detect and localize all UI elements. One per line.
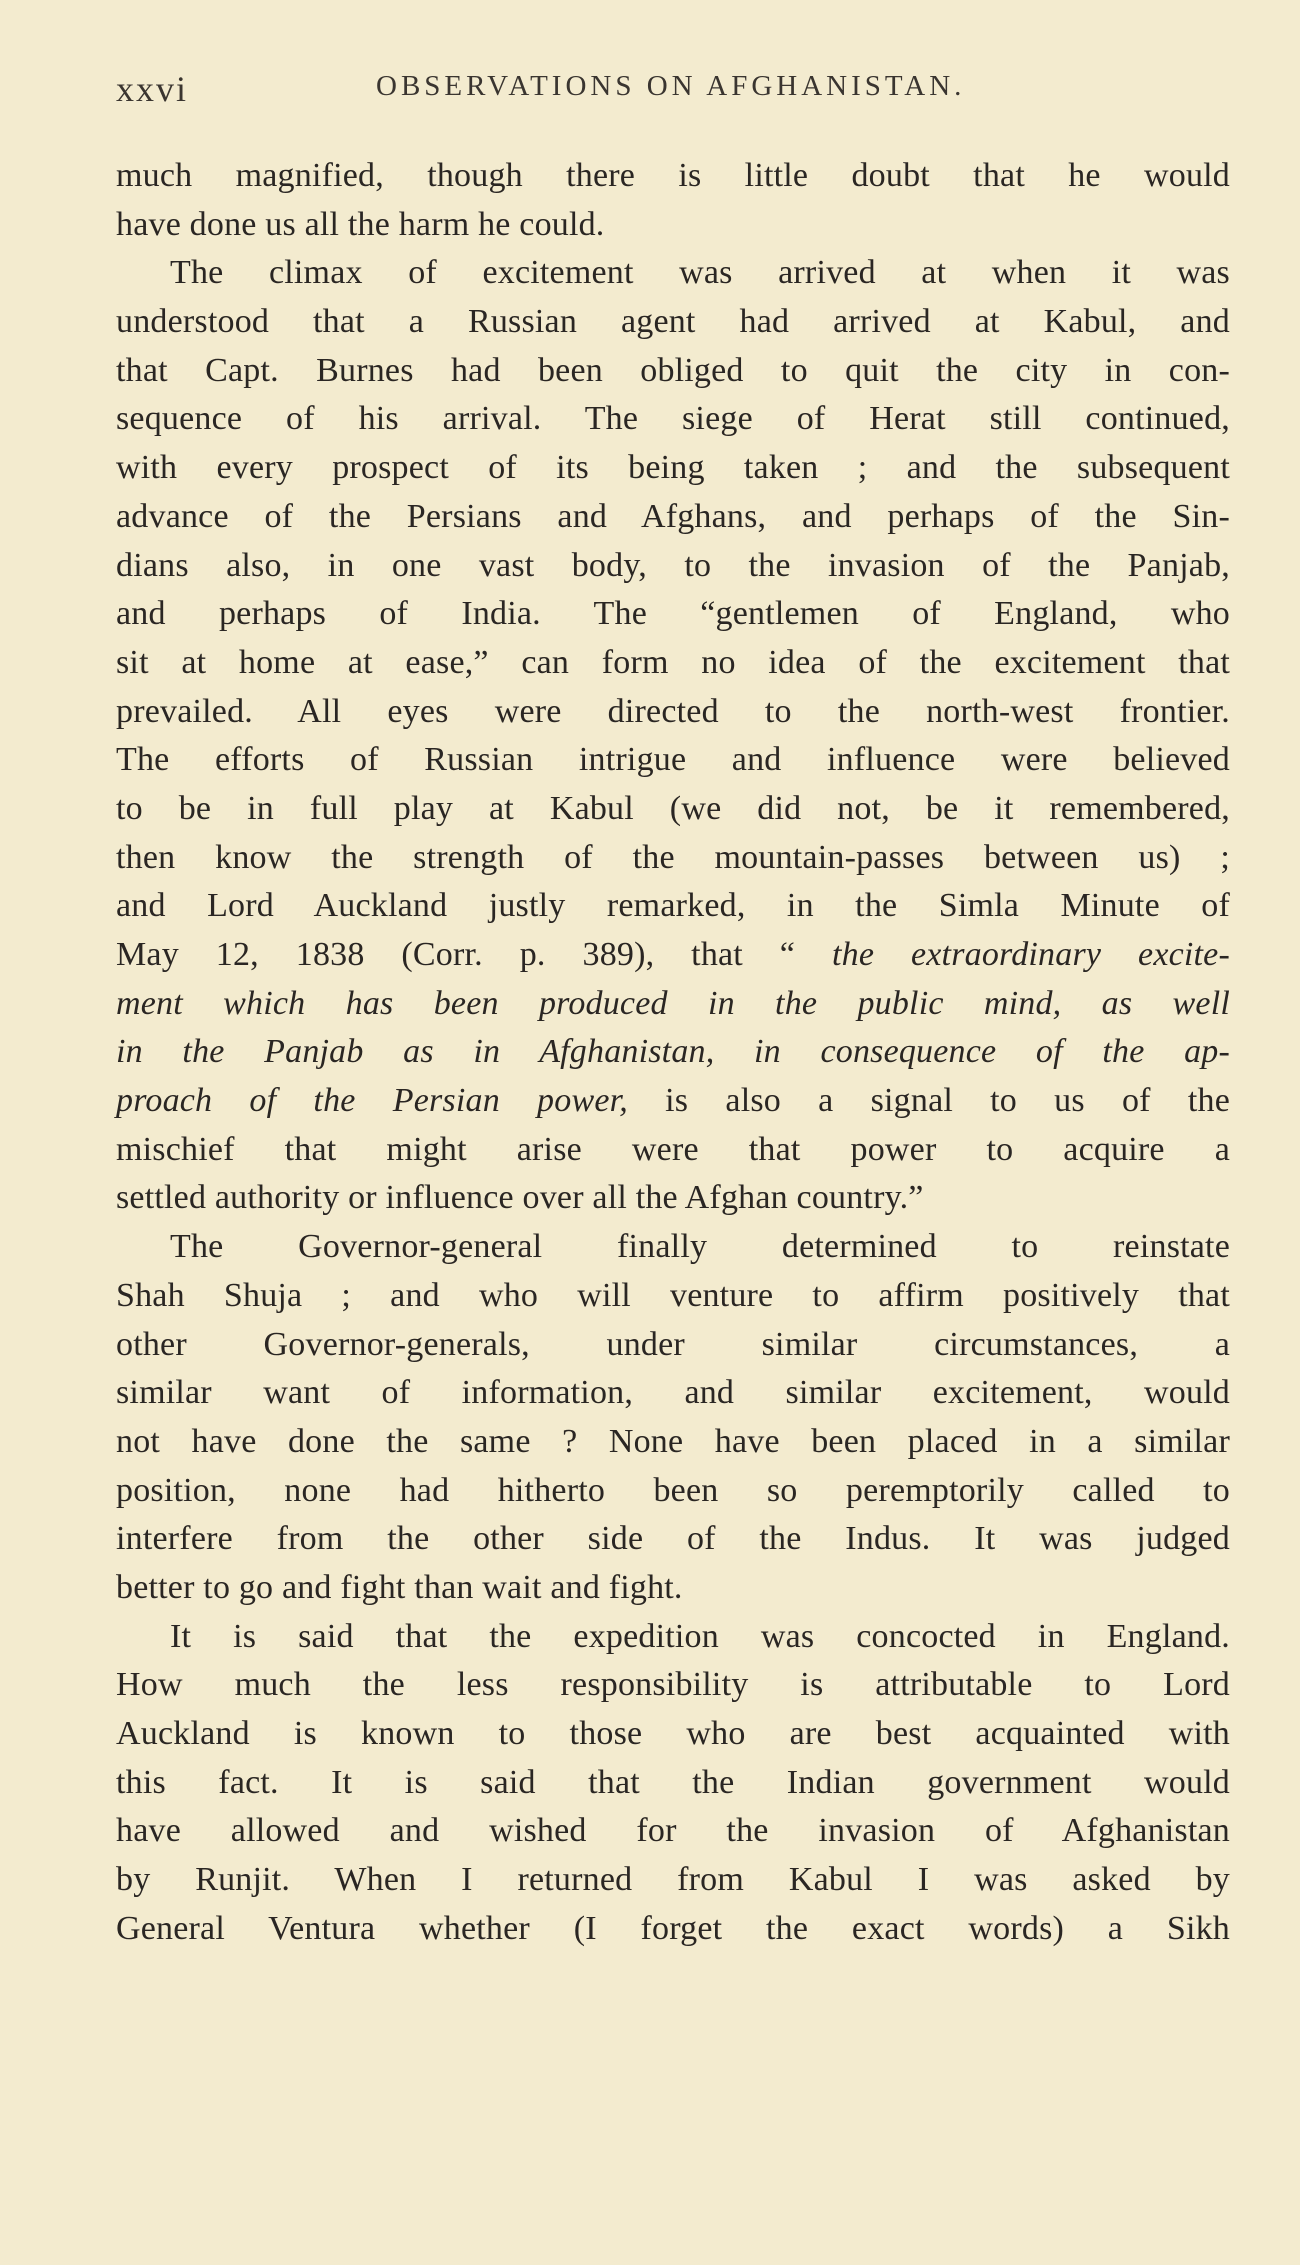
italic-text-segment: proach of the Persian power, <box>116 1082 628 1120</box>
text-line <box>116 1077 1230 1126</box>
italic-text-segment: the extraordinary excite- <box>831 936 1231 973</box>
text-line <box>116 1174 1230 1223</box>
text-segment: have allowed and wished for the invasion of Afghanistan <box>116 1812 1230 1850</box>
text-line <box>116 1126 1230 1175</box>
text-line <box>116 1759 1230 1808</box>
text-segment: It is said that the expedition was concocted in England. <box>170 1617 1230 1655</box>
text-segment: to be in full play at Kabul (we did not, be it remembered, <box>116 789 1230 827</box>
text-segment: interfere from the other side of the Indus. It was judged <box>116 1520 1230 1558</box>
text-line <box>116 1515 1230 1564</box>
text-line <box>116 1856 1230 1905</box>
text-line <box>116 688 1230 737</box>
text-segment: position, none had hitherto been so peremptorily called to <box>116 1471 1230 1509</box>
text-segment: not have done the same ? None have been placed in a similar <box>116 1422 1230 1460</box>
text-line <box>116 1807 1230 1856</box>
text-segment: Shah Shuja ; and who will venture to affirm positively that <box>116 1276 1230 1314</box>
text-segment: sit at home at ease,” can form no idea of the excitement that <box>116 643 1230 681</box>
page-number: xxvi <box>116 69 189 109</box>
text-segment: better to go and fight than wait and fight. <box>116 1568 683 1606</box>
text-line <box>116 1369 1230 1418</box>
text-line <box>116 1613 1230 1662</box>
text-segment: How much the less responsibility is attributable to Lord <box>116 1666 1230 1704</box>
text-segment: and perhaps of India. The “gentlemen of England, who <box>116 595 1230 633</box>
text-segment: The Governor-general finally determined to reinstate <box>170 1228 1230 1266</box>
text-line <box>116 1710 1230 1759</box>
text-segment: other Governor-generals, under similar circumstances, a <box>116 1325 1230 1363</box>
text-segment: much magnified, though there is little doubt that he would <box>116 157 1230 194</box>
text-line <box>116 395 1230 444</box>
text-segment: by Runjit. When I returned from Kabul I was asked by <box>116 1861 1230 1899</box>
text-line <box>116 980 1230 1029</box>
text-line <box>116 347 1230 396</box>
text-segment: advance of the Persians and Afghans, and perhaps of the Sin- <box>116 497 1230 535</box>
text-line <box>116 1418 1230 1467</box>
text-line <box>116 1564 1230 1613</box>
text-segment: prevailed. All eyes were directed to the north-west frontier. <box>116 692 1230 730</box>
text-segment: Auckland is known to those who are best acquainted with <box>116 1715 1230 1752</box>
text-segment: dians also, in one vast body, to the invasion of the Panjab, <box>116 546 1230 584</box>
text-segment: and Lord Auckland justly remarked, in the Simla Minute of <box>116 887 1230 925</box>
running-title: OBSERVATIONS ON AFGHANISTAN. <box>376 70 966 102</box>
text-segment: with every prospect of its being taken ; and the subsequent <box>116 449 1230 487</box>
text-segment: The climax of excitement was arrived at when it was <box>170 254 1230 292</box>
text-line <box>116 736 1230 785</box>
text-segment: this fact. It is said that the Indian government would <box>116 1763 1230 1801</box>
italic-text-segment: in the Panjab as in Afghanistan, in consequence of the ap- <box>116 1033 1230 1071</box>
text-segment: similar want of information, and similar excitement, would <box>116 1374 1230 1412</box>
text-line <box>116 444 1230 493</box>
text-segment: sequence of his arrival. The siege of Herat still continued, <box>116 400 1230 438</box>
text-line <box>116 1321 1230 1370</box>
running-head <box>116 68 1016 108</box>
text-line <box>116 639 1230 688</box>
text-segment: have done us all the harm he could. <box>116 205 605 243</box>
text-line <box>116 1467 1230 1516</box>
text-line <box>116 834 1230 883</box>
text-line <box>116 931 1230 980</box>
text-line <box>116 201 1230 250</box>
text-segment: mischief that might arise were that power to acquire a <box>116 1130 1230 1168</box>
text-line <box>116 785 1230 834</box>
text-line <box>116 493 1230 542</box>
text-line <box>116 1272 1230 1321</box>
text-segment: May 12, 1838 (Corr. p. 389), that “ <box>116 936 832 973</box>
text-segment: understood that a Russian agent had arrived at Kabul, and <box>116 303 1230 341</box>
italic-text-segment: ment which has been produced in the public mind, as well <box>116 984 1230 1022</box>
text-segment: settled authority or influence over all the Afghan country.” <box>116 1179 924 1217</box>
text-line <box>116 152 1230 201</box>
body-text <box>116 152 1230 1953</box>
text-segment: is also a signal to us of the <box>628 1082 1230 1120</box>
text-line <box>116 1028 1230 1077</box>
text-segment: The efforts of Russian intrigue and influence were believed <box>116 741 1230 779</box>
text-segment: then know the strength of the mountain-passes between us) ; <box>116 838 1230 876</box>
text-line <box>116 542 1230 591</box>
text-line <box>116 249 1230 298</box>
text-line <box>116 882 1230 931</box>
text-line <box>116 298 1230 347</box>
text-line <box>116 1905 1230 1954</box>
text-segment: that Capt. Burnes had been obliged to quit the city in con- <box>116 351 1230 389</box>
text-line <box>116 1661 1230 1710</box>
text-segment: General Ventura whether (I forget the exact words) a Sikh <box>116 1909 1230 1947</box>
text-line <box>116 590 1230 639</box>
text-line <box>116 1223 1230 1272</box>
